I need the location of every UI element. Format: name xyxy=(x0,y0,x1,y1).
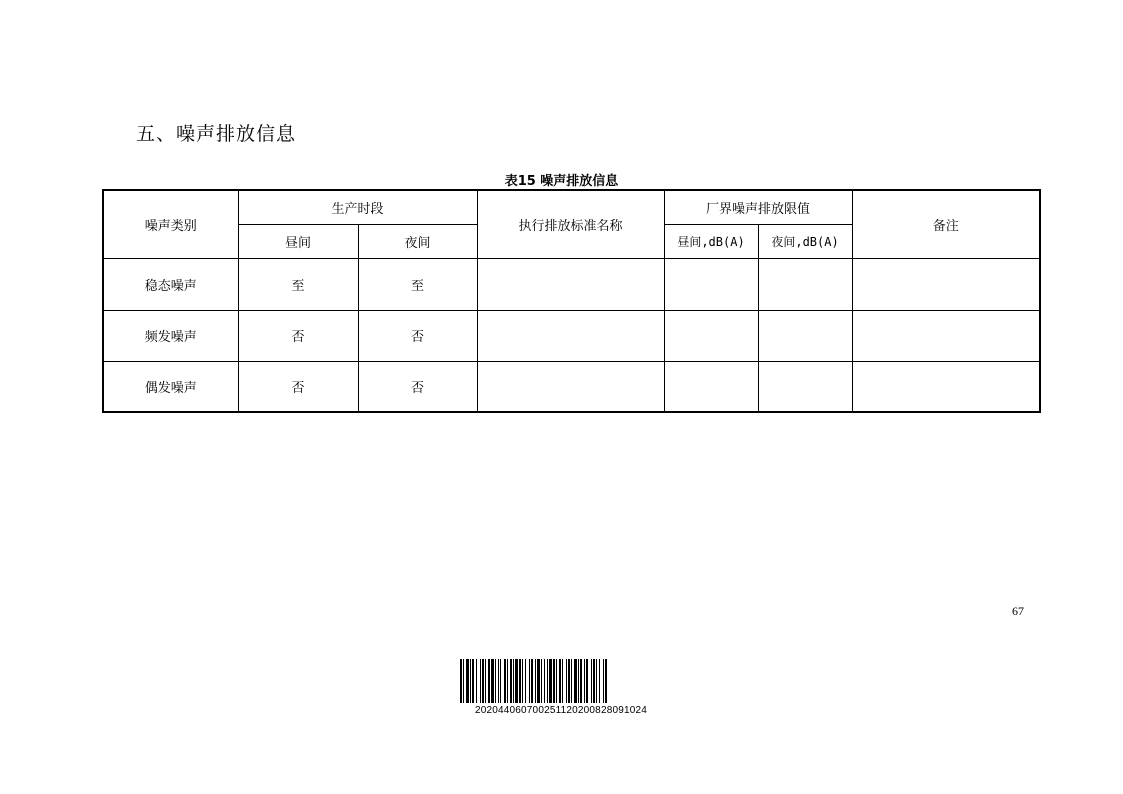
cell-night-db xyxy=(758,361,852,412)
header-boundary-limit: 厂界噪声排放限值 xyxy=(664,190,852,224)
cell-day-db xyxy=(664,258,758,310)
page-number: 67 xyxy=(1012,604,1024,618)
table-row xyxy=(103,258,1040,310)
header-remarks: 备注 xyxy=(852,190,1040,258)
header-standard-name: 执行排放标准名称 xyxy=(477,190,664,258)
cell-remarks xyxy=(852,258,1040,310)
cell-standard xyxy=(477,361,664,412)
table-caption: 表15 噪声排放信息 xyxy=(504,174,619,189)
header-night: 夜间 xyxy=(358,224,477,258)
cell-standard xyxy=(477,258,664,310)
cell-day-db xyxy=(664,361,758,412)
cell-night: 至 xyxy=(358,258,477,310)
cell-night: 否 xyxy=(358,361,477,412)
cell-night-db xyxy=(758,258,852,310)
cell-noise-type: 频发噪声 xyxy=(103,310,238,361)
header-production-period: 生产时段 xyxy=(238,190,477,224)
cell-day-db xyxy=(664,310,758,361)
header-night-db: 夜间,dB(A) xyxy=(758,224,852,258)
header-noise-type: 噪声类别 xyxy=(103,190,238,258)
cell-noise-type: 稳态噪声 xyxy=(103,258,238,310)
cell-night-db xyxy=(758,310,852,361)
noise-emission-table xyxy=(102,189,1041,413)
section-heading: 五、噪声排放信息 xyxy=(136,123,297,145)
cell-night: 否 xyxy=(358,310,477,361)
cell-standard xyxy=(477,310,664,361)
cell-day: 否 xyxy=(238,310,358,361)
header-day-db: 昼间,dB(A) xyxy=(664,224,758,258)
header-day: 昼间 xyxy=(238,224,358,258)
cell-day: 至 xyxy=(238,258,358,310)
barcode-icon xyxy=(460,659,662,703)
cell-remarks xyxy=(852,310,1040,361)
cell-day: 否 xyxy=(238,361,358,412)
cell-noise-type: 偶发噪声 xyxy=(103,361,238,412)
table-row xyxy=(103,310,1040,361)
cell-remarks xyxy=(852,361,1040,412)
barcode-number: 20204406070025112020082809102​4 xyxy=(474,705,648,716)
table-row xyxy=(103,361,1040,412)
